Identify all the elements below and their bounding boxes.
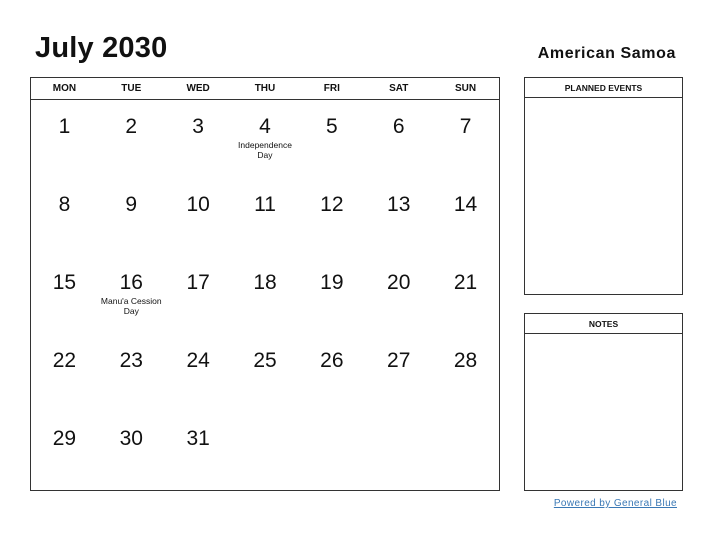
day-cell [165,256,232,334]
day-number: 6 [392,115,405,138]
day-cell [232,334,299,412]
day-number: 27 [387,349,411,372]
day-cell [98,100,165,178]
day-number: 26 [320,349,344,372]
day-number: 23 [119,349,143,372]
region-label: American Samoa [537,45,676,62]
day-number: 18 [253,271,277,294]
day-cell [365,100,432,178]
day-cell [31,412,98,490]
calendar-grid [30,77,500,491]
notes-title: NOTES [525,314,682,334]
day-cell [98,412,165,490]
day-number: 5 [326,115,338,138]
day-number: 11 [254,193,276,216]
day-cell [98,334,165,412]
day-number: 31 [186,427,210,450]
planned-events-title: PLANNED EVENTS [525,78,682,98]
day-number: 16 [119,271,143,294]
weekday-sat: SAT [389,83,409,94]
day-number: 29 [52,427,77,450]
day-cell [365,412,432,490]
day-cell [432,334,499,412]
day-cell [365,256,432,334]
day-cell [298,256,365,334]
day-cell [165,100,232,178]
day-cell [232,178,299,256]
day-number: 7 [459,115,472,138]
notes-panel [524,313,683,491]
day-number: 28 [453,349,478,372]
day-number: 22 [52,349,77,372]
day-number: 3 [192,115,204,138]
weekday-thu: THU [254,83,276,94]
day-cell [432,412,499,490]
day-number: 14 [453,193,478,216]
day-number: 8 [58,193,71,216]
day-cell [98,256,165,334]
weekday-header [31,78,499,100]
day-cell [232,100,299,178]
weekday-tue: TUE [121,83,142,94]
day-number: 20 [387,271,411,294]
day-cell [232,412,299,490]
day-cell [98,178,165,256]
weekday-wed: WED [186,83,210,94]
day-cell [165,412,232,490]
day-cell [432,178,499,256]
day-number: 10 [186,193,210,216]
day-cell [298,412,365,490]
page-title: July 2030 [35,32,168,64]
day-cell [31,256,98,334]
day-cell [298,334,365,412]
day-cell [165,178,232,256]
powered-by-link[interactable]: Powered by General Blue [553,498,677,509]
day-cell [432,256,499,334]
day-number: 30 [119,427,143,450]
day-cell [31,100,98,178]
day-number: 9 [125,193,138,216]
day-cell [232,256,299,334]
day-cell [31,334,98,412]
day-number: 12 [320,193,344,216]
holiday-label: Independence Day [238,140,292,160]
weekday-fri: FRI [323,83,340,94]
day-number: 1 [58,115,71,138]
day-number: 24 [186,349,210,372]
planned-events-panel [524,77,683,295]
day-number: 19 [320,271,344,294]
day-cell [432,100,499,178]
day-grid [31,100,499,490]
day-number: 17 [186,271,210,294]
day-cell [365,334,432,412]
day-number: 13 [387,193,411,216]
weekday-sun: SUN [455,83,477,94]
day-cell [298,178,365,256]
day-number: 4 [259,115,271,138]
day-number: 2 [125,115,138,138]
day-number: 15 [52,271,77,294]
day-cell [298,100,365,178]
day-cell [31,178,98,256]
holiday-label: Manu'a Cession Day [100,296,162,316]
day-number: 25 [253,349,277,372]
day-cell [365,178,432,256]
day-number: 21 [453,271,478,294]
day-cell [165,334,232,412]
weekday-mon: MON [52,83,77,94]
